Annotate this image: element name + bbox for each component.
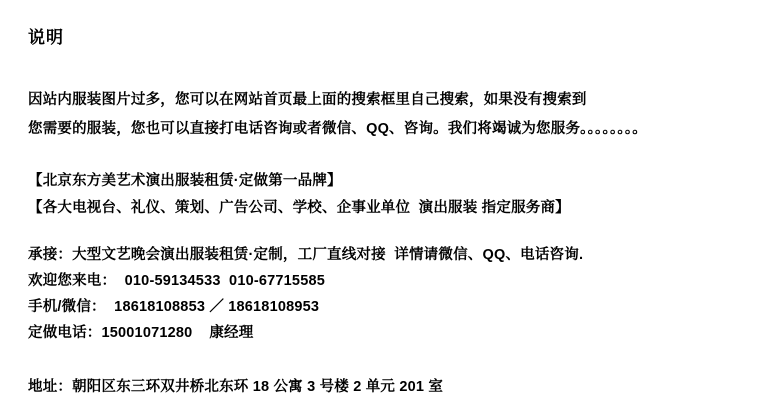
intro-line-1: 因站内服装图片过多，您可以在网站首页最上面的搜索框里自己搜索，如果没有搜索到	[28, 91, 587, 108]
intro-block	[28, 86, 736, 144]
address-line: 地址：朝阳区东三环双井桥北东环 18 公寓 3 号楼 2 单元 201 室	[28, 378, 444, 395]
brand-line-2: 【各大电视台、礼仪、策划、广告公司、学校、企事业单位 演出服装 指定服务商】	[28, 199, 570, 216]
contact-service-line: 承接：大型文艺晚会演出服装租赁·定制，工厂直线对接 详情请微信、QQ、电话咨询.	[28, 247, 584, 264]
brand-block	[28, 168, 736, 222]
address-block	[28, 373, 736, 402]
contact-custom-order-line: 定做电话：15001071280 康经理	[28, 324, 254, 341]
contact-mobile-wechat-line: 手机/微信： 18618108853 ／ 18618108953	[28, 299, 320, 316]
intro-line-2: 您需要的服装，您也可以直接打电话咨询或者微信、QQ、咨询。我们将竭诚为您服务。。。。。。。。	[28, 120, 648, 137]
page-title: 说明	[28, 28, 64, 47]
contact-block	[28, 243, 736, 346]
contact-phone-line: 欢迎您来电： 010-59134533 010-67715585	[28, 273, 325, 290]
brand-line-1: 【北京东方美艺术演出服装租赁·定做第一品牌】	[28, 172, 342, 189]
